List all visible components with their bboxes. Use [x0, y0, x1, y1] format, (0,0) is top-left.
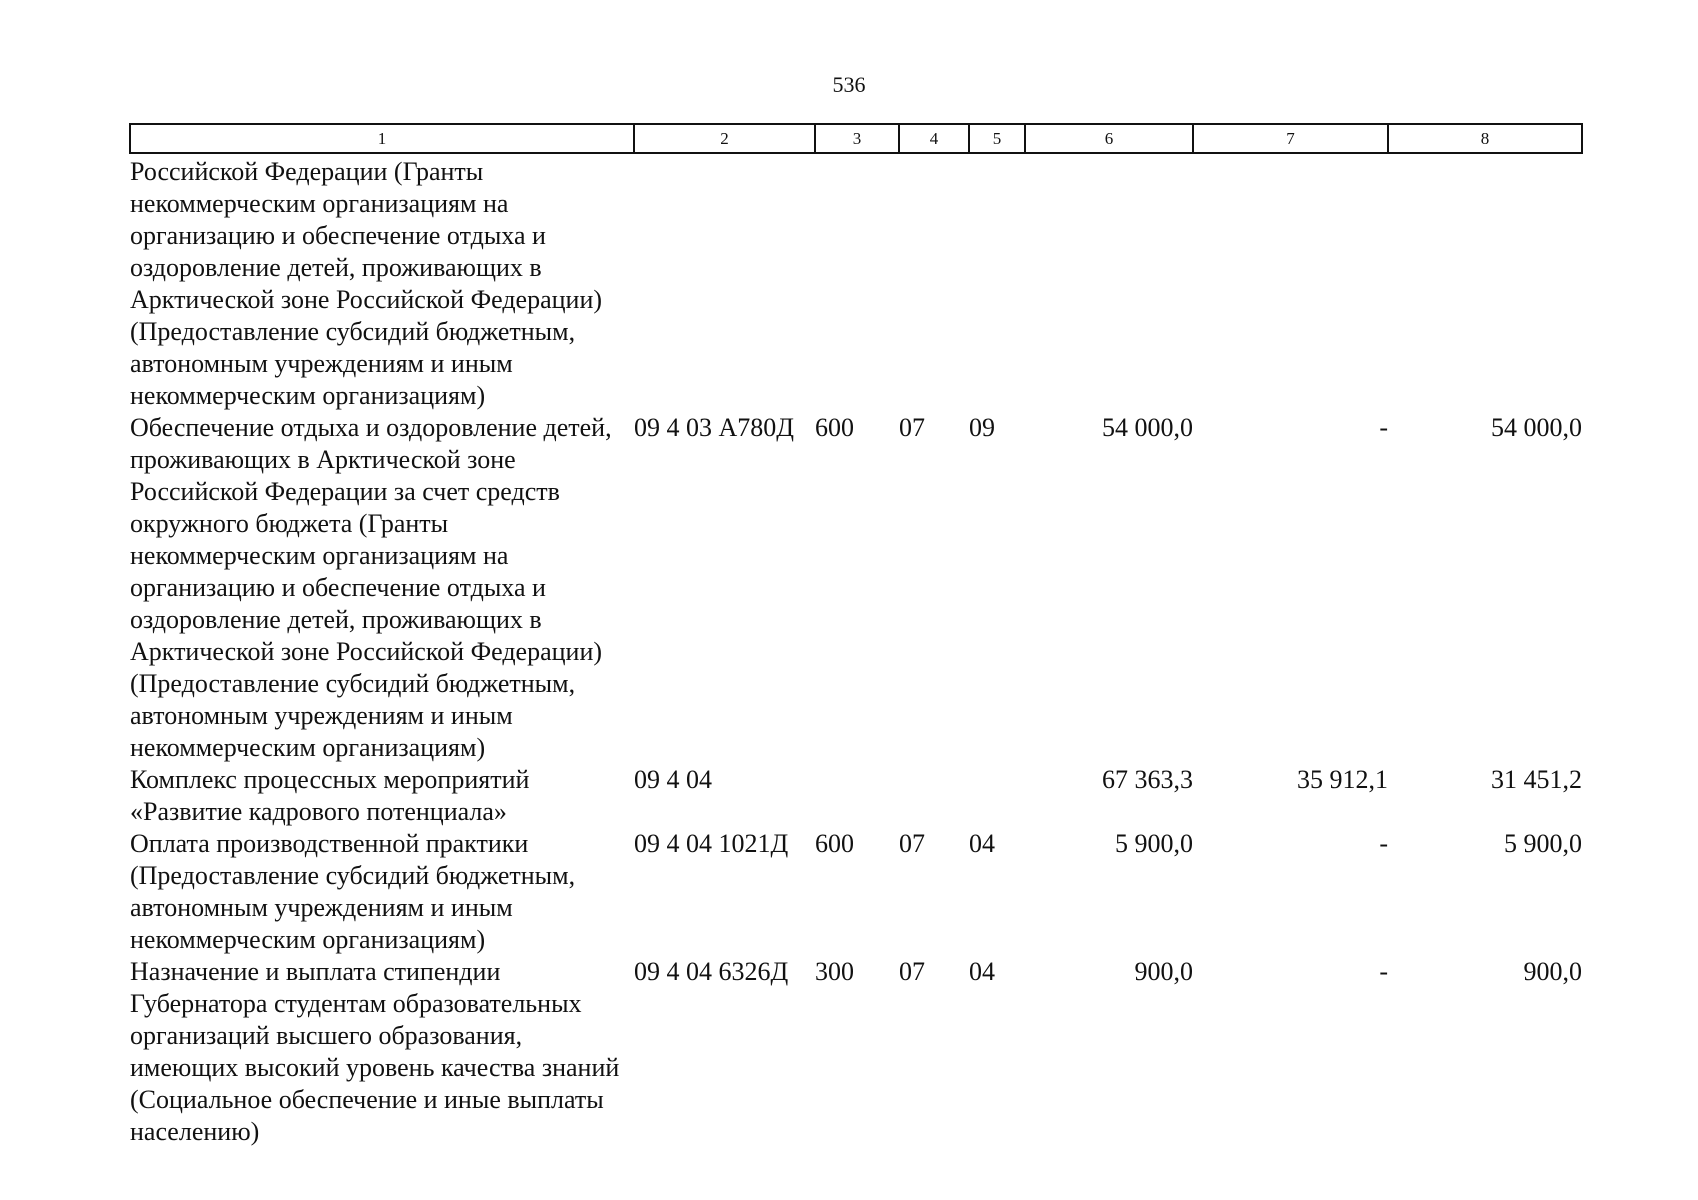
row-target-code: [634, 153, 815, 412]
row-expense-type: 600: [815, 413, 854, 442]
row-own-funds: 5 900,0: [1504, 829, 1582, 858]
row-expense-type: 600: [815, 829, 854, 858]
column-number-header-row: [130, 124, 1582, 153]
row-name: Оплата производственной практики (Предоставление субсидий бюджетным, автономным учреждениям и иным некоммерческим организациям): [130, 829, 576, 954]
row-own-funds: [1388, 153, 1582, 412]
column-header-2: 2: [634, 124, 815, 153]
row-federal-funds: -: [1379, 957, 1388, 986]
row-section: 07: [899, 829, 925, 858]
page-number: 536: [832, 72, 866, 97]
row-section: 07: [899, 957, 925, 986]
table-row: [130, 956, 1582, 1148]
table-row: [130, 828, 1582, 956]
column-header-3: 3: [815, 124, 899, 153]
row-subsection: 04: [969, 957, 995, 986]
row-own-funds: 31 451,2: [1491, 765, 1582, 794]
row-total: 900,0: [1134, 957, 1193, 986]
row-federal-funds: -: [1379, 829, 1388, 858]
column-header-6: 6: [1025, 124, 1193, 153]
row-own-funds: 54 000,0: [1491, 413, 1582, 442]
row-federal-funds: -: [1379, 413, 1388, 442]
row-total: [1025, 153, 1193, 412]
column-header-5: 5: [969, 124, 1025, 153]
row-expense-type: 300: [815, 957, 854, 986]
row-target-code: 09 4 03 А780Д: [634, 413, 795, 442]
row-subsection: 04: [969, 829, 995, 858]
column-header-7: 7: [1193, 124, 1388, 153]
row-name: Российской Федерации (Гранты некоммерческим организациям на организацию и обеспечение отдыха и оздоровление детей, проживающих в Арктической зоне Российской Федерации) (Предоставление субсидий бюджетным, автономным учреждениям и иным некоммерческим организациям): [130, 157, 603, 410]
row-federal-funds: [1193, 153, 1388, 412]
row-section: [899, 153, 969, 412]
table-row: [130, 764, 1582, 828]
column-header-8: 8: [1388, 124, 1582, 153]
row-target-code: 09 4 04 6326Д: [634, 957, 789, 986]
row-federal-funds: 35 912,1: [1297, 765, 1388, 794]
row-subsection: [969, 153, 1025, 412]
row-name: Обеспечение отдыха и оздоровление детей, проживающих в Арктической зоне Российской Федерации за счет средств окружного бюджета (Гранты некоммерческим организациям на организацию и обеспечение отдыха и оздоровление детей, проживающих в Арктической зоне Российской Федерации) (Предоставление субсидий бюджетным, автономным учреждениям и иным некоммерческим организациям): [130, 413, 612, 762]
row-target-code: 09 4 04: [634, 765, 712, 794]
table-row: [130, 412, 1582, 764]
row-subsection: 09: [969, 413, 995, 442]
budget-table: [129, 123, 1583, 1148]
row-name: Назначение и выплата стипендии Губернатора студентам образовательных организаций высшего образования, имеющих высокий уровень качества знаний (Социальное обеспечение и иные выплаты населению): [130, 957, 620, 1146]
row-target-code: 09 4 04 1021Д: [634, 829, 789, 858]
row-subsection: [969, 764, 1025, 828]
column-header-1: 1: [130, 124, 634, 153]
row-own-funds: 900,0: [1523, 957, 1582, 986]
row-section: [899, 764, 969, 828]
row-section: 07: [899, 413, 925, 442]
row-total: 54 000,0: [1102, 413, 1193, 442]
row-expense-type: [815, 764, 899, 828]
row-expense-type: [815, 153, 899, 412]
row-total: 5 900,0: [1115, 829, 1193, 858]
table-row: [130, 153, 1582, 412]
row-name: Комплекс процессных мероприятий «Развитие кадрового потенциала»: [130, 765, 530, 826]
row-total: 67 363,3: [1102, 765, 1193, 794]
column-header-4: 4: [899, 124, 969, 153]
